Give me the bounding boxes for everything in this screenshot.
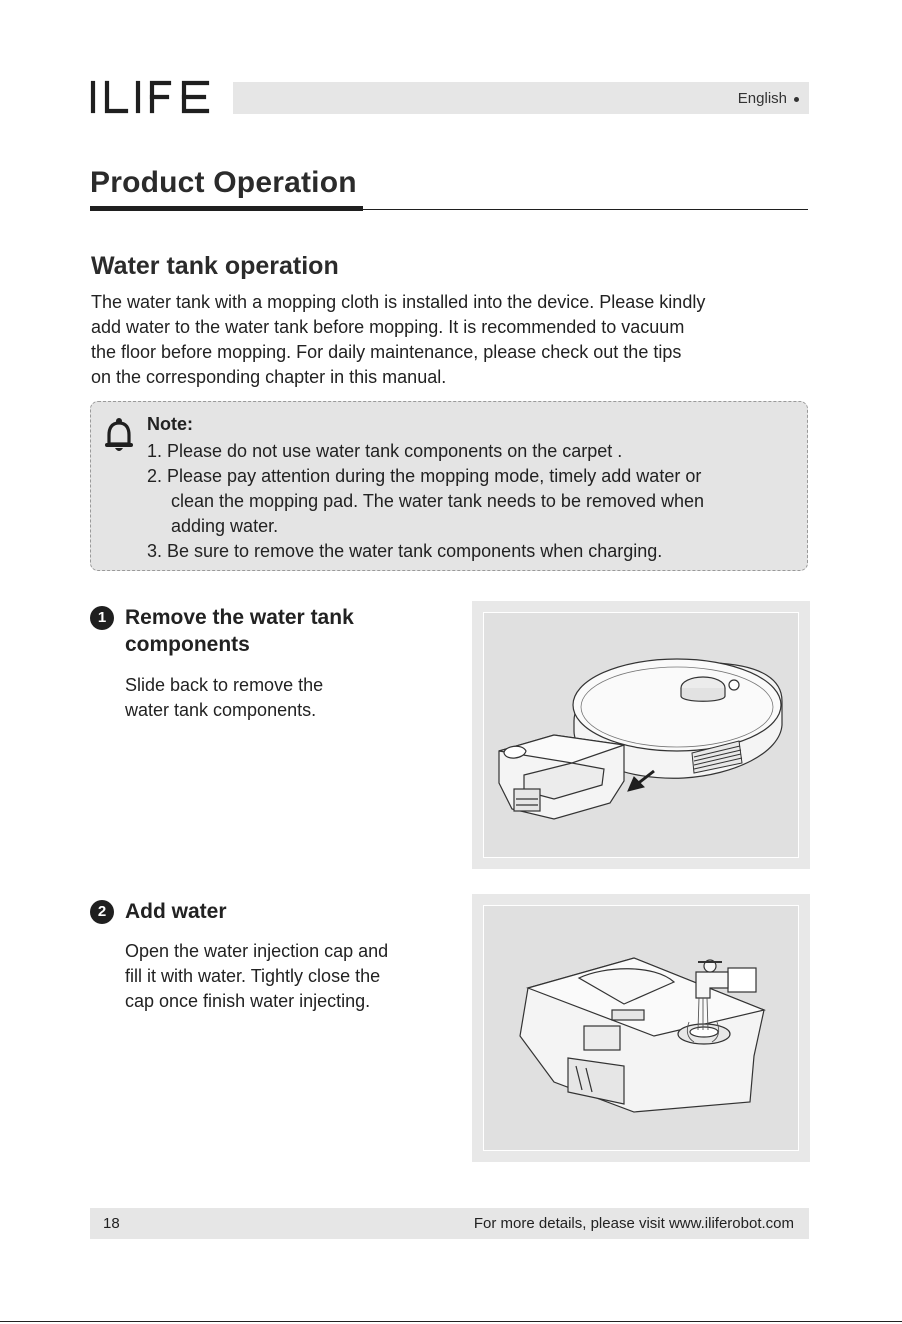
language-label: English bbox=[738, 90, 799, 107]
step-title-line: components bbox=[125, 633, 250, 656]
tank-filling-drawing bbox=[484, 906, 798, 1150]
step-text-line: water tank components. bbox=[125, 700, 317, 720]
illustration-add-water bbox=[472, 894, 810, 1162]
robot-tank-removal-drawing bbox=[484, 613, 798, 857]
footer-website-note: For more details, please visit www.iliferobot.com bbox=[473, 1215, 794, 1232]
intro-line: The water tank with a mopping cloth is installed into the device. Please kindly bbox=[91, 292, 706, 312]
intro-line: add water to the water tank before mopping. It is recommended to vacuum bbox=[91, 317, 685, 337]
intro-line: the floor before mopping. For daily maintenance, please check out the tips bbox=[91, 342, 682, 362]
step-title: Add water bbox=[125, 900, 227, 923]
page-edge-line bbox=[0, 1321, 902, 1322]
step-description bbox=[125, 673, 323, 723]
step-description bbox=[125, 939, 388, 1014]
step-text-line: Slide back to remove the bbox=[125, 675, 324, 695]
step-number-badge: 1 bbox=[90, 606, 114, 630]
note-item: 1. Please do not use water tank components on the carpet . bbox=[147, 441, 623, 461]
header-bar bbox=[233, 82, 809, 114]
illustration-remove-tank bbox=[472, 601, 810, 869]
note-item: 3. Be sure to remove the water tank components when charging. bbox=[147, 541, 663, 561]
page-number: 18 bbox=[103, 1215, 120, 1232]
intro-line: on the corresponding chapter in this manual. bbox=[91, 367, 447, 387]
note-item-continued: adding water. bbox=[171, 516, 279, 536]
bell-icon bbox=[103, 416, 135, 456]
subsection-title: Water tank operation bbox=[91, 252, 339, 280]
step-text-line: cap once finish water injecting. bbox=[125, 991, 371, 1011]
note-item-continued: clean the mopping pad. The water tank needs to be removed when bbox=[171, 491, 705, 511]
bullet-icon bbox=[794, 97, 799, 102]
step-title bbox=[125, 604, 354, 658]
step-text-line: Open the water injection cap and bbox=[125, 941, 389, 961]
brand-logo bbox=[90, 80, 212, 114]
note-item: 2. Please pay attention during the mopping mode, timely add water or bbox=[147, 466, 702, 486]
intro-paragraph bbox=[91, 290, 811, 390]
step-title-line: Remove the water tank bbox=[125, 606, 354, 629]
section-divider bbox=[90, 209, 808, 210]
step-number-badge: 2 bbox=[90, 900, 114, 924]
page-title: Product Operation bbox=[90, 166, 357, 199]
footer-bar bbox=[90, 1208, 809, 1239]
step-text-line: fill it with water. Tightly close the bbox=[125, 966, 381, 986]
note-heading: Note: bbox=[147, 414, 193, 434]
